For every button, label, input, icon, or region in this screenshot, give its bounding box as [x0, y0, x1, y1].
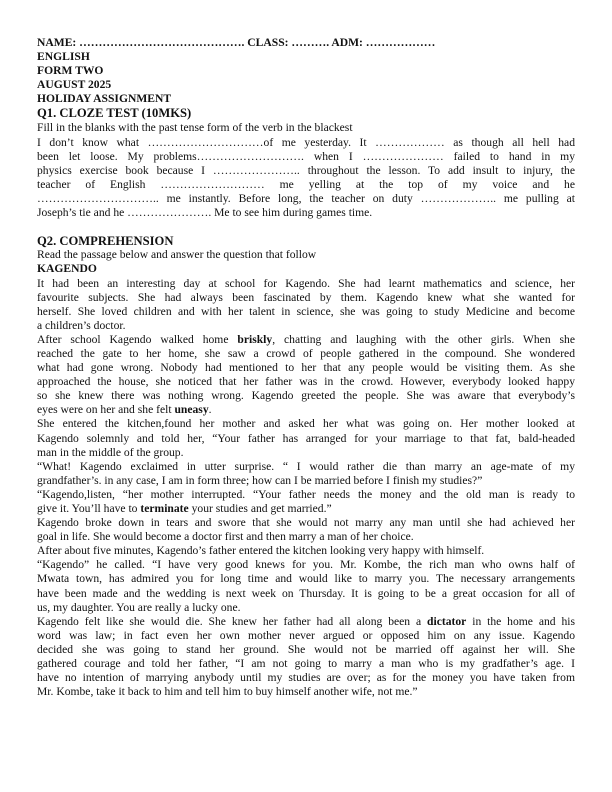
paragraph-6 [37, 516, 575, 544]
passage-line: decided she was going to stand her ground. She would not be married off against her will. She [37, 642, 575, 656]
passage-line: Kagendo broke down in tears and swore that she would not marry any man until she had achieved her [37, 516, 575, 530]
passage-line [37, 403, 575, 417]
passage-line: “What! Kagendo exclaimed in utter surprise. “ I would rather die than marry an age-mate of my [37, 459, 575, 473]
subject-heading: ENGLISH [37, 50, 90, 64]
passage-line: man in the middle of the group. [37, 445, 184, 459]
passage-line: After about five minutes, Kagendo’s father entered the kitchen looking very happy with himself. [37, 544, 485, 558]
cloze-line: ………………………….. me instantly. Before long, the teacher on duty ……………….. me pulling at [37, 191, 575, 205]
paragraph-4 [37, 460, 575, 488]
passage-line [37, 615, 575, 629]
bold-word-dictator: dictator [427, 614, 467, 628]
passage-title: KAGENDO [37, 262, 97, 276]
passage-line [37, 333, 575, 347]
paragraph-1 [37, 277, 575, 333]
cloze-line: physics exercise book because I ………………….. throughout the lesson. To add insult to injury, the [37, 163, 575, 177]
passage-line: so she knew there was nothing wrong. Kagendo greeted the people. She was aware that everybody’s [37, 389, 575, 403]
document-page [37, 36, 575, 699]
passage-line [37, 502, 575, 516]
text: Kagendo felt like she would die. She knew her father had all along been a [37, 614, 422, 628]
passage-line: herself. She loved children and with her talent in science, she was going to study Medicine and become [37, 304, 575, 318]
paragraph-9 [37, 615, 575, 700]
passage-line: grandfather’s. in any case, I am in form three; how can I be married before I finish my studies?” [37, 473, 483, 487]
passage-line: have no intention of marrying anybody until my studies are over; as for the money you have taken from [37, 671, 575, 685]
q2-instruction: Read the passage below and answer the question that follow [37, 248, 317, 262]
bold-word-briskly: briskly [237, 332, 273, 346]
passage-line: It had been an interesting day at school for Kagendo. She had learnt mathematics and science, her [37, 276, 575, 290]
passage-line: Mr. Kombe, take it back to him and tell him to buy himself another wife, not me.” [37, 685, 418, 699]
assignment-heading: HOLIDAY ASSIGNMENT [37, 92, 172, 106]
passage-line: favourite subjects. She had always been fascinated by them. Kagendo knew what she wanted for [37, 290, 575, 304]
paragraph-7 [37, 544, 575, 558]
cloze-line: been let loose. My problems………………………. when I ………………… failed to hand in my [37, 149, 575, 163]
cloze-line: I don’t know what …………………………of me yesterday. It ……………… as though all hell had [37, 135, 575, 149]
passage-line: She entered the kitchen,found her mother and asked her what was going on. Her mother looked at [37, 417, 575, 431]
form-heading: FORM TWO [37, 64, 104, 78]
date-heading: AUGUST 2025 [37, 78, 112, 92]
paragraph-8 [37, 558, 575, 614]
passage-line: Kagendo solemnly and told her, “Your father has arranged for your marriage to that fat, bald-headed [37, 431, 575, 445]
passage-line: “Kagendo” he called. “I have very good knews for you. Mr. Kombe, the rich man who owns half of [37, 558, 575, 572]
paragraph-5 [37, 488, 575, 516]
bold-word-uneasy: uneasy [174, 403, 209, 417]
passage-line: Mwata town, has admired you for long time and would like to marry you. The necessary arrangements [37, 572, 575, 586]
passage-line: goal in life. She would become a doctor first and then marry a man of her choice. [37, 530, 414, 544]
passage-line: what had gone wrong. Nobody had mentioned to her that any people would be visiting them. As she [37, 361, 575, 375]
passage-line: “Kagendo,listen, “her mother interrupted. “Your father needs the money and the old man is ready to [37, 487, 575, 501]
text: After school Kagendo walked home [37, 332, 229, 346]
text: in the home and his [472, 614, 575, 628]
passage-line: us, my daughter. You are really a lucky one. [37, 600, 241, 614]
name-class-adm-line: NAME: ……………………………………. CLASS: ………. ADM: ……………… [37, 36, 436, 49]
bold-word-terminate: terminate [140, 502, 189, 515]
text: , chatting and laughing with the other girls. When she [272, 332, 575, 346]
text: your studies and get married.” [191, 502, 332, 515]
paragraph-3 [37, 417, 575, 459]
passage-line: a children’s doctor. [37, 318, 126, 332]
passage-line: reached the gate to her home, she saw a crowd of people gathered in the compound. She wondered [37, 346, 575, 360]
text: eyes were on her and she felt [37, 403, 172, 417]
cloze-passage [37, 136, 575, 221]
spacer [37, 220, 575, 234]
text: give it. You’ll have to [37, 502, 138, 515]
passage-line: gathered courage and told her father, “I am not going to marry a man who is my gradfather’s age. I [37, 657, 575, 671]
q2-title: Q2. COMPREHENSION [37, 234, 174, 249]
cloze-line: Joseph’s tie and he …………………. Me to see him during games time. [37, 206, 373, 220]
passage-line: have been made and the wedding is next week on Thursday. It is going to be a great occasion for all of [37, 586, 575, 600]
passage-line: word was law; in fact even her own mother never argued or opposed him on any issue. Kagendo [37, 628, 575, 642]
q1-title: Q1. CLOZE TEST (10MKS) [37, 106, 192, 121]
cloze-line: teacher of English ……………………… me yelling at the top of my voice and he [37, 177, 575, 191]
paragraph-2 [37, 333, 575, 418]
q1-instruction: Fill in the blanks with the past tense form of the verb in the blackest [37, 121, 353, 135]
passage-line: approached the house, she noticed that her father was in the crowd. However, everybody looked happy [37, 375, 575, 389]
text: . [208, 403, 212, 417]
